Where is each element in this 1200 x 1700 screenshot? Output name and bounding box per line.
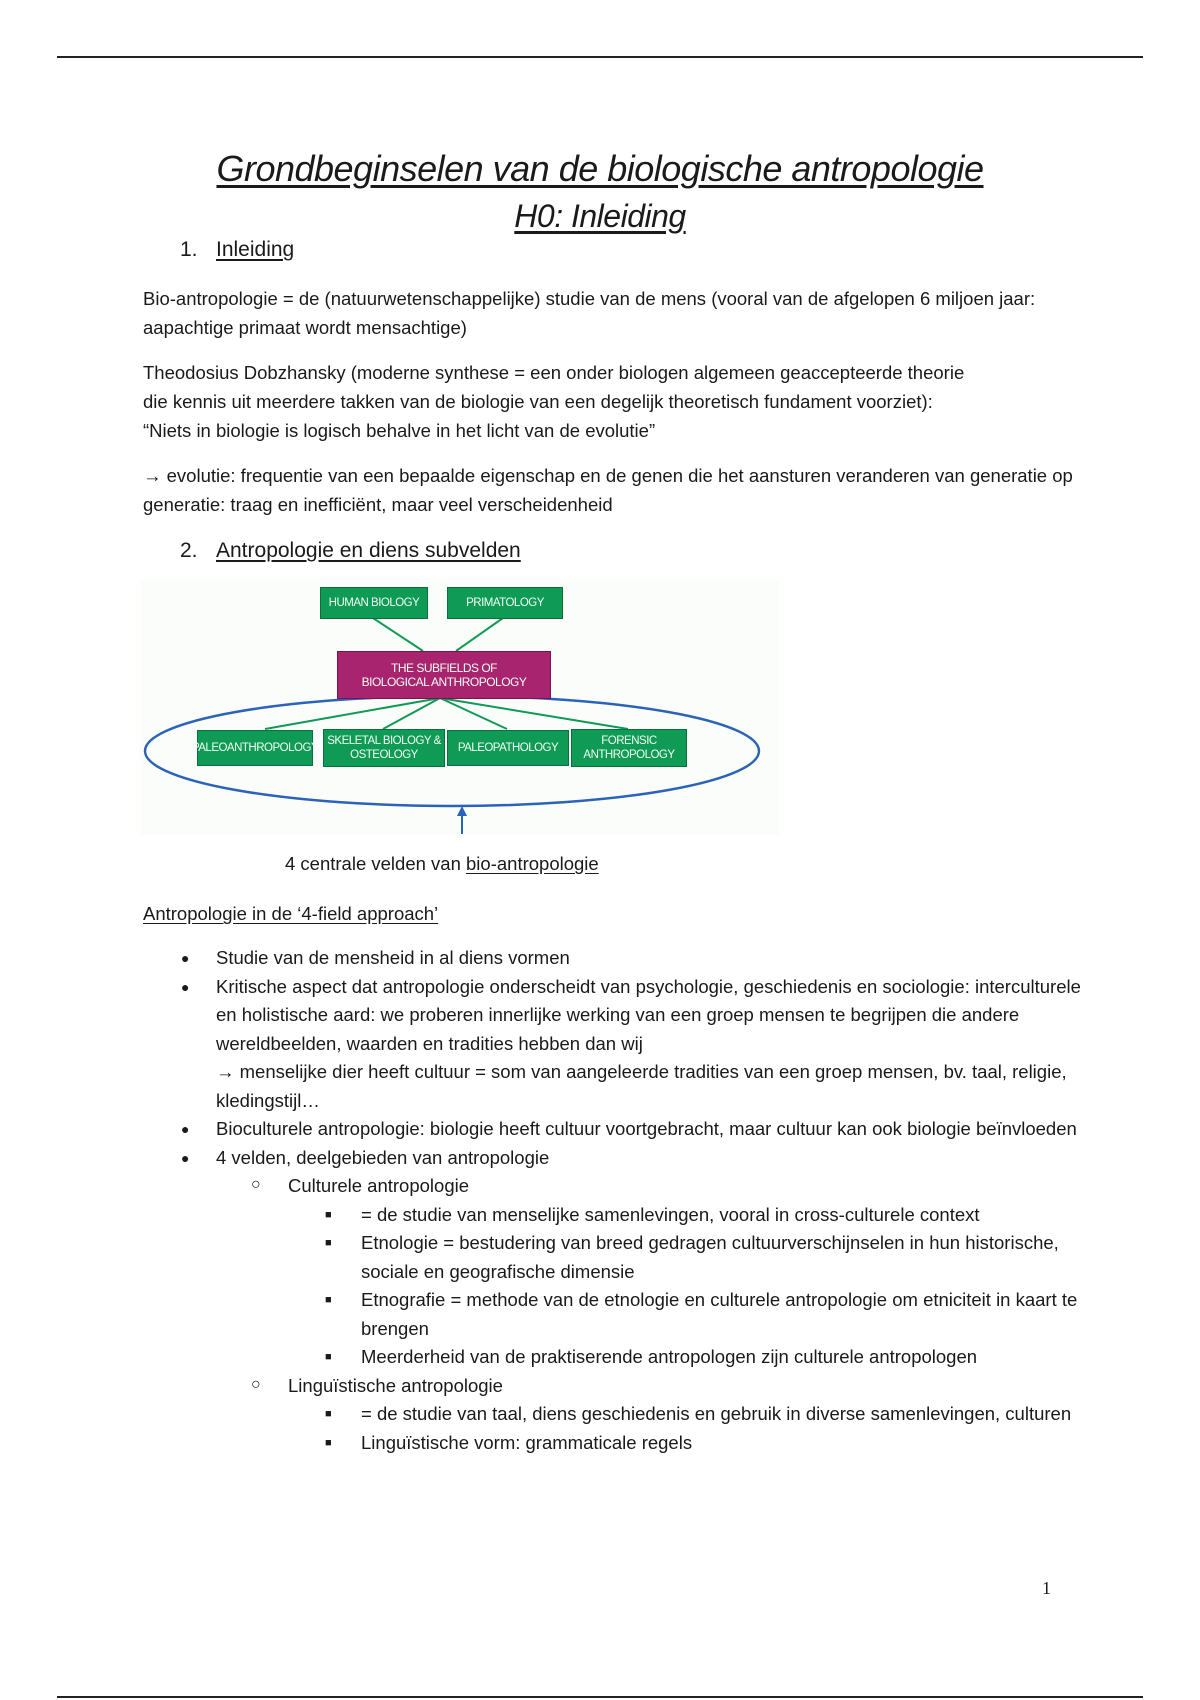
bullet-dot-icon: ● [181, 978, 190, 995]
box-forensic-anthropology: FORENSIC ANTHROPOLOGY [571, 729, 687, 767]
text-line: Theodosius Dobzhansky (moderne synthese = een onder biologen algemeen geaccepteerde theorie [143, 362, 965, 383]
list-item: ■ Etnografie = methode van de etnologie en culturele antropologie om etniciteit in kaart te brengen [143, 1286, 1103, 1343]
list-item: ● Studie van de mensheid in al diens vormen [143, 944, 1103, 973]
page-number: 1 [1042, 1578, 1051, 1598]
list-item: ● 4 velden, deelgebieden van antropologie [143, 1144, 1103, 1173]
box-primatology: PRIMATOLOGY [447, 587, 563, 619]
box-subfields-center [337, 651, 551, 699]
list-item: ■ Etnologie = bestudering van breed gedragen cultuurverschijnselen in hun historische, sociale en geografische dimensie [143, 1229, 1103, 1286]
center-box-line: THE SUBFIELDS OF [390, 661, 498, 675]
list-item-linguistische: ○ Linguïstische antropologie [143, 1372, 1103, 1401]
connector-line [456, 618, 503, 651]
bullet-dot-icon: ● [181, 950, 190, 966]
arrow-head [457, 806, 467, 816]
bullet-list [143, 944, 1103, 1457]
box-paleopathology: PALEOPATHOLOGY [447, 730, 569, 766]
document-subtitle: H0: Inleiding [514, 198, 686, 234]
section-heading-2 [180, 539, 521, 563]
bullet-square-icon: ■ [325, 1436, 332, 1449]
center-box-line: BIOLOGICAL ANTHROPOLOGY [361, 675, 527, 689]
caption-text: 4 centrale velden van [285, 853, 467, 874]
bullet-circle-icon: ○ [251, 1375, 261, 1393]
paragraph-bio-antropologie: Bio-antropologie = de (natuurwetenschappelijke) studie van de mens (vooral van de afgelopen 6 miljoen jaar: aapachtige primaat wordt mensachtige) [143, 288, 1036, 338]
section-label: Antropologie en diens subvelden [216, 539, 521, 562]
list-item: ● Bioculturele antropologie: biologie heeft cultuur voortgebracht, maar cultuur kan ook biologie beïnvloeden [143, 1115, 1103, 1144]
subfields-diagram [140, 580, 780, 835]
list-item: ● Kritische aspect dat antropologie onderscheidt van psychologie, geschiedenis en sociologie: interculturele en holistische aard: we proberen innerlijke werking van een groep mensen te begrijpen die andere wereldbeelden, waarden en tradities hebben dan wij → menselijke dier heeft cultuur = som van aangeleerde tradities van een groep mensen, bv. taal, religie, kledingstijl… [143, 973, 1103, 1116]
list-item: ■ Meerderheid van de praktiserende antropologen zijn culturele antropologen [143, 1343, 1103, 1372]
paragraph-dobzhansky [143, 358, 1063, 445]
bullet-dot-icon: ● [181, 1149, 190, 1166]
bullet-square-icon: ■ [325, 1351, 332, 1363]
section-number: 1. [180, 238, 198, 261]
list-item-culturele: ○ Culturele antropologie [143, 1172, 1103, 1201]
bullet-square-icon: ■ [325, 1208, 332, 1221]
box-skeletal-biology: SKELETAL BIOLOGY & OSTEOLOGY [323, 729, 445, 767]
top-rule [57, 56, 1143, 58]
bullet-square-icon: ■ [325, 1237, 332, 1249]
text-line: “Niets in biologie is logisch behalve in het licht van de evolutie” [143, 420, 656, 441]
box-paleoanthropology: PALEOANTHROPOLOGY [197, 730, 313, 766]
text-line: die kennis uit meerdere takken van de biologie van een degelijk theoretisch fundament voorziet): [143, 391, 933, 412]
list-item: ■ = de studie van taal, diens geschiedenis en gebruik in diverse samenlevingen, culturen [143, 1400, 1103, 1429]
document-title: Grondbeginselen van de biologische antropologie [216, 148, 984, 189]
section-number: 2. [180, 539, 198, 562]
box-human-biology: HUMAN BIOLOGY [320, 587, 428, 619]
section-label: Inleiding [216, 238, 295, 261]
paragraph-evolutie: → evolutie: frequentie van een bepaalde eigenschap en de genen die het aansturen veranderen van generatie op generatie: traag en inefficiënt, maar veel verscheidenheid [143, 465, 1073, 515]
bullet-square-icon: ■ [325, 1408, 332, 1420]
subheading-4-field: Antropologie in de ‘4-field approach’ [143, 903, 439, 924]
bullet-dot-icon: ● [181, 1121, 190, 1137]
caption-link: bio-antropologie [466, 853, 599, 874]
bullet-square-icon: ■ [325, 1294, 332, 1306]
connector-line [265, 698, 440, 729]
diagram-caption [285, 853, 599, 875]
list-item: ■ = de studie van menselijke samenlevingen, vooral in cross-culturele context [143, 1201, 1103, 1230]
connector-line [373, 618, 423, 651]
section-heading-1 [180, 238, 294, 262]
bullet-circle-icon: ○ [251, 1176, 261, 1193]
bottom-rule [57, 1696, 1143, 1698]
list-item: ■ Linguïstische vorm: grammaticale regels [143, 1429, 1103, 1458]
